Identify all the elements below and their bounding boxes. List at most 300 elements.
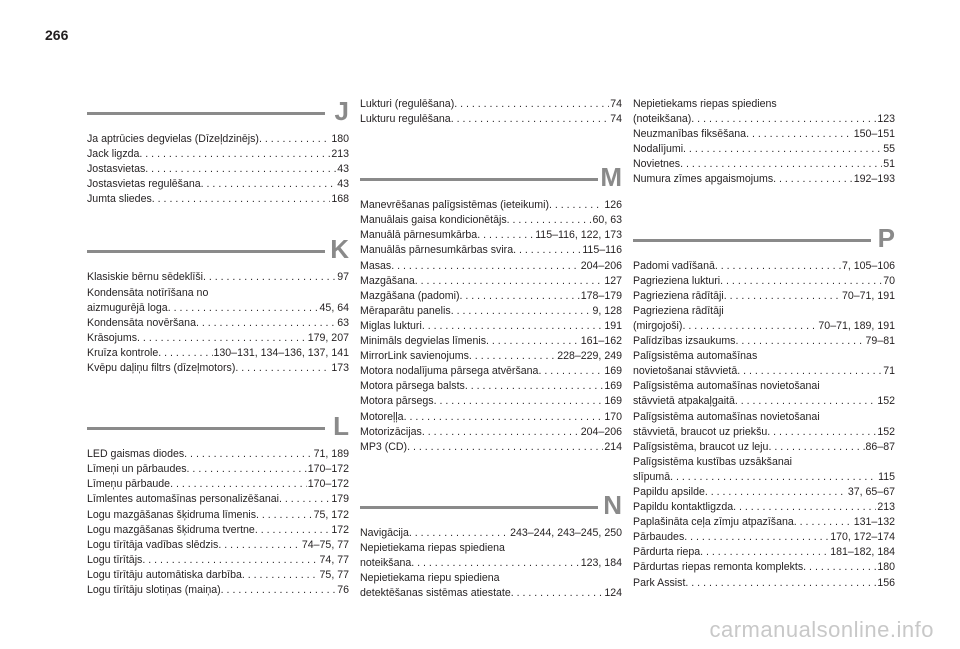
section-letter-header	[360, 162, 622, 198]
index-entry	[87, 492, 349, 507]
index-entry	[360, 304, 622, 319]
index-entry-term: LED gaismas diodes	[87, 448, 185, 461]
index-entry-term: Neuzmanības fiksēšana	[633, 128, 747, 141]
index-entry-leader-dots	[715, 259, 841, 274]
index-entry	[633, 410, 895, 425]
section-letter-header	[633, 222, 895, 259]
index-entry-term: Motoreļļa	[360, 410, 404, 423]
index-entry-term: Navigācija	[360, 526, 409, 539]
index-entry-leader-dots	[170, 477, 307, 492]
index-entry-page-ref: 179, 207	[307, 331, 349, 344]
index-entry-page-ref: 181–182, 184	[830, 546, 895, 559]
section-letter: L	[333, 411, 349, 442]
index-entry	[633, 545, 895, 560]
index-entry-leader-dots	[735, 394, 876, 409]
index-entry-term: Logu mazgāšanas šķidruma līmenis	[87, 508, 256, 521]
index-entry-leader-dots	[737, 364, 882, 379]
index-entry-term: Jumta sliedes	[87, 193, 152, 206]
index-entry	[633, 172, 895, 187]
index-entry-leader-dots	[691, 112, 876, 127]
index-section-j	[87, 96, 349, 207]
index-entry-term: Kvēpu daļiņu filtrs (dīzeļmotors)	[87, 362, 236, 375]
index-entry-term: Pārdurtas riepas remonta komplekts	[633, 561, 804, 574]
index-entry-leader-dots	[773, 172, 853, 187]
index-entry	[633, 500, 895, 515]
index-entry	[633, 364, 895, 379]
index-entry-term: Jostasvietas	[87, 163, 146, 176]
index-entry-term: Līmlentes automašīnas personalizēšanai	[87, 493, 279, 506]
index-entry-term: Logu tīrītāju automātiska darbība	[87, 568, 242, 581]
index-entry-leader-dots	[407, 440, 603, 455]
index-entry-leader-dots	[411, 556, 580, 571]
index-entry-leader-dots	[142, 553, 318, 568]
index-entry-term: Kondensāta novēršana	[87, 316, 196, 329]
index-entry-page-ref: 179	[331, 493, 349, 506]
index-entry-page-ref: 161–162	[580, 335, 622, 348]
section-divider-rule	[360, 506, 598, 509]
index-entry-page-ref: 43	[337, 178, 349, 191]
index-entry-page-ref: 170–172	[307, 463, 349, 476]
section-letter: K	[330, 234, 349, 265]
index-entry	[360, 259, 622, 274]
index-entry-term: Miglas lukturi	[360, 319, 422, 332]
index-entry	[87, 331, 349, 346]
index-entry-leader-dots	[720, 274, 882, 289]
index-entry-term: Palīgsistēma automašīnas	[633, 350, 758, 363]
index-entry-leader-dots	[221, 583, 337, 598]
index-entry-page-ref: 74	[610, 113, 622, 126]
index-entry	[633, 289, 895, 304]
index-entry	[87, 162, 349, 177]
index-entry-term: Kondensāta notīrīšana no	[87, 286, 209, 299]
index-entry-page-ref: 214	[604, 440, 622, 453]
index-entry	[360, 97, 622, 112]
index-entry-page-ref: 192–193	[853, 173, 895, 186]
index-entry-leader-dots	[451, 304, 592, 319]
index-entry	[633, 274, 895, 289]
index-entry-page-ref: 169	[604, 395, 622, 408]
index-entry	[87, 192, 349, 207]
index-entry-page-ref: 243–244, 243–245, 250	[510, 526, 622, 539]
index-entry-page-ref: 70–71, 191	[841, 289, 895, 302]
index-entry-page-ref: 191	[604, 319, 622, 332]
index-entry-term: Ja aptrūcies degvielas (Dīzeļdzinējs)	[87, 133, 259, 145]
index-entry-page-ref: 45, 64	[319, 301, 349, 314]
index-entry-leader-dots	[767, 425, 876, 440]
index-entry-term: Līmeņi un pārbaudes	[87, 463, 187, 476]
index-entry	[633, 455, 895, 470]
index-entry	[87, 523, 349, 538]
section-letter: N	[603, 489, 622, 520]
index-entry-term: Nepietiekama riepas spiediena	[360, 541, 505, 554]
index-entry	[360, 198, 622, 213]
index-entry-page-ref: 204–206	[580, 425, 622, 438]
index-entry-page-ref: 7, 105–106	[841, 259, 895, 272]
index-entry-list	[87, 132, 349, 207]
index-entry	[633, 142, 895, 157]
index-entry-term: Lukturi (regulēšana)	[360, 98, 455, 110]
index-entry-page-ref: 169	[604, 380, 622, 393]
index-entry-page-ref: 79–81	[865, 335, 895, 348]
index-entry-term: Palīgsistēma, braucot uz leju	[633, 440, 769, 453]
index-entry-term: stāvvietā, braucot uz priekšu	[633, 425, 768, 438]
index-entry-page-ref: 228–229, 249	[557, 350, 622, 363]
index-entry-page-ref: 156	[877, 576, 895, 589]
index-entry-list	[87, 447, 349, 598]
index-entry	[360, 556, 622, 571]
index-entry-page-ref: 75, 77	[319, 568, 349, 581]
index-entry-leader-dots	[670, 470, 877, 485]
index-entry-page-ref: 115–116, 122, 173	[535, 229, 622, 242]
index-entry-leader-dots	[465, 379, 603, 394]
index-entry-term: novietošanai stāvvietā	[633, 365, 738, 378]
index-entry	[633, 97, 895, 112]
section-letter-header	[87, 234, 349, 270]
index-entry-page-ref: 71, 189	[313, 448, 349, 461]
index-entry-term: Motora pārsega balsts	[360, 380, 465, 393]
index-entry-page-ref: 63	[337, 316, 349, 329]
index-entry-term: Logu tīrītāja vadības slēdzis	[87, 538, 219, 551]
index-entry-term: Kruīza kontrole	[87, 346, 159, 359]
index-entry-page-ref: 74	[610, 98, 622, 110]
index-entry-term: Padomi vadīšanā	[633, 259, 715, 272]
index-entry	[87, 508, 349, 523]
index-entry-page-ref: 71	[883, 365, 895, 378]
index-entry-page-ref: 115–116	[582, 244, 622, 257]
index-entry-term: stāvvietā atpakaļgaitā	[633, 395, 735, 408]
index-entry-term: Mazgāšana	[360, 274, 415, 287]
index-entry-term: Manuālās pārnesumkārbas svira	[360, 244, 514, 257]
section-letter-header	[87, 96, 349, 132]
index-entry-page-ref: 123	[877, 113, 895, 126]
index-entry-term: Nepietiekams riepas spiediens	[633, 98, 777, 110]
index-entry-term: MP3 (CD)	[360, 440, 408, 453]
index-entry-page-ref: 115	[878, 470, 895, 483]
index-entry-leader-dots	[733, 500, 876, 515]
index-entry-page-ref: 168	[331, 193, 349, 206]
index-entry	[633, 349, 895, 364]
index-entry-leader-dots	[803, 560, 876, 575]
index-entry-leader-dots	[256, 508, 313, 523]
index-entry-page-ref: 74–75, 77	[301, 538, 349, 551]
index-entry-page-ref: 70–71, 189, 191	[818, 319, 895, 332]
index-entry	[633, 560, 895, 575]
index-entry-leader-dots	[139, 147, 330, 162]
index-entry	[360, 379, 622, 394]
index-entry-page-ref: 51	[883, 158, 895, 171]
index-entry-leader-dots	[735, 334, 864, 349]
index-entry	[360, 228, 622, 243]
index-entry-page-ref: 131–132	[853, 516, 895, 529]
index-entry	[633, 304, 895, 319]
index-entry-leader-dots	[168, 301, 319, 316]
index-entry-term: noteikšana	[360, 556, 412, 569]
index-entry	[360, 319, 622, 334]
index-entry-page-ref: 213	[331, 148, 349, 161]
index-entry	[633, 485, 895, 500]
index-entry	[87, 462, 349, 477]
index-entry	[360, 349, 622, 364]
index-entry-leader-dots	[259, 132, 330, 147]
index-entry-leader-dots	[513, 243, 581, 258]
index-entry-leader-dots	[404, 410, 604, 425]
index-entry-leader-dots	[538, 364, 603, 379]
section-letter: P	[877, 222, 895, 253]
index-entry-leader-dots	[685, 576, 876, 591]
index-entry	[633, 379, 895, 394]
section-letter: M	[600, 162, 622, 193]
index-entry	[360, 394, 622, 409]
index-entry-leader-dots	[768, 440, 864, 455]
index-section-k	[87, 234, 349, 376]
index-column-1	[87, 96, 349, 598]
index-entry-term: Nepietiekama riepu spiediena	[360, 572, 500, 585]
index-entry-list	[360, 198, 622, 455]
index-entry	[87, 538, 349, 553]
index-entry-term: aizmugurējā loga	[87, 301, 168, 314]
index-entry-term: detektēšanas sistēmas atiestate	[360, 587, 511, 600]
index-entry-term: Palīgsistēma automašīnas novietošanai	[633, 380, 820, 393]
index-entry	[360, 526, 622, 541]
index-entry-term: Līmeņu pārbaude	[87, 478, 171, 491]
index-column-3	[633, 97, 895, 591]
index-entry-leader-dots	[680, 157, 882, 172]
index-entry	[87, 316, 349, 331]
index-entry-term: Klasiskie bērnu sēdeklīši	[87, 271, 203, 284]
index-entry-term: Park Assist	[633, 576, 686, 589]
index-entry-term: (noteikšana)	[633, 113, 692, 126]
index-entry-leader-dots	[218, 538, 301, 553]
index-entry	[87, 270, 349, 285]
index-entry	[87, 447, 349, 462]
index-entry-leader-dots	[196, 316, 336, 331]
section-letter: J	[334, 96, 349, 126]
index-entry	[87, 286, 349, 301]
index-entry-page-ref: 170–172	[307, 478, 349, 491]
index-entry-list	[87, 270, 349, 376]
index-entry-list	[360, 526, 622, 601]
section-divider-rule	[360, 178, 598, 181]
index-entry	[633, 259, 895, 274]
index-entry-page-ref: 43	[337, 163, 349, 176]
index-entry	[633, 394, 895, 409]
index-entry-term: Krāsojums	[87, 331, 138, 344]
index-entry-term: Manuālais gaisa kondicionētājs	[360, 214, 507, 227]
index-entry-page-ref: 86–87	[865, 440, 895, 453]
index-entry-leader-dots	[255, 523, 330, 538]
index-entry	[87, 177, 349, 192]
index-entry-page-ref: 60, 63	[592, 214, 622, 227]
index-entry-leader-dots	[434, 394, 604, 409]
index-entry-leader-dots	[409, 526, 509, 541]
index-entry	[360, 289, 622, 304]
index-entry	[360, 541, 622, 556]
index-entry-term: Palīgsistēma kustības uzsākšanai	[633, 455, 792, 468]
index-entry-leader-dots	[158, 346, 212, 361]
index-entry-term: (mirgojoši)	[633, 319, 683, 332]
index-entry-page-ref: 150–151	[853, 128, 895, 141]
index-entry-term: Motora pārsegs	[360, 395, 434, 408]
index-entry-leader-dots	[700, 545, 829, 560]
index-entry	[633, 319, 895, 334]
index-entry	[360, 334, 622, 349]
index-section-p	[633, 222, 895, 591]
section-divider-rule	[633, 239, 871, 242]
index-entry	[360, 274, 622, 289]
index-entry-leader-dots	[705, 485, 847, 500]
index-entry-term: Numura zīmes apgaismojums	[633, 173, 774, 186]
index-entry	[633, 470, 895, 485]
index-entry-page-ref: 180	[331, 133, 349, 145]
index-entry-leader-dots	[184, 447, 312, 462]
index-entry-page-ref: 124	[604, 587, 622, 600]
index-entry-page-ref: 70	[883, 274, 895, 287]
index-entry-page-ref: 152	[877, 425, 895, 438]
index-entry-term: Pagrieziena rādītāji	[633, 289, 724, 302]
index-entry-term: Logu tīrītājs	[87, 553, 143, 566]
index-section-n	[360, 489, 622, 601]
index-entry	[360, 440, 622, 455]
index-entry-term: Motora nodalījuma pārsega atvēršana	[360, 365, 539, 378]
index-entry	[633, 157, 895, 172]
index-entry-leader-dots	[145, 162, 336, 177]
index-entry-term: Minimāls degvielas līmenis	[360, 335, 486, 348]
index-entry-term: Nodalījumi	[633, 143, 684, 156]
index-entry-page-ref: 76	[337, 583, 349, 596]
index-entry-page-ref: 213	[877, 501, 895, 514]
index-entry-leader-dots	[507, 213, 592, 228]
index-entry	[87, 553, 349, 568]
index-entry-page-ref: 75, 172	[313, 508, 349, 521]
index-entry	[87, 568, 349, 583]
index-entry-page-ref: 152	[877, 395, 895, 408]
index-entry-page-ref: 172	[331, 523, 349, 536]
page-number: 266	[45, 27, 69, 43]
index-section-l-cont	[360, 97, 622, 127]
section-divider-rule	[87, 112, 325, 115]
index-entry-leader-dots	[486, 334, 580, 349]
section-divider-rule	[87, 427, 325, 430]
index-entry-leader-dots	[724, 289, 841, 304]
index-entry-term: Lukturu regulēšana	[360, 113, 451, 126]
index-entry-term: slīpumā	[633, 470, 671, 483]
index-entry-page-ref: 9, 128	[592, 304, 622, 317]
index-section-l	[87, 411, 349, 598]
index-entry-page-ref: 123, 184	[580, 556, 622, 569]
index-entry	[87, 361, 349, 376]
index-entry-leader-dots	[477, 228, 534, 243]
index-entry-leader-dots	[684, 530, 829, 545]
index-entry-term: Logu tīrītāju slotiņas (maiņa)	[87, 583, 221, 596]
index-entry-leader-dots	[152, 192, 331, 207]
index-entry-term: Palīdzības izsaukums	[633, 335, 736, 348]
index-entry-list	[633, 259, 895, 591]
index-entry-page-ref: 55	[883, 143, 895, 156]
index-entry-term: Masas	[360, 259, 392, 272]
index-entry-page-ref: 74, 77	[319, 553, 349, 566]
index-entry-term: Papildu kontaktligzda	[633, 501, 734, 514]
index-entry-term: Paplašināta ceļa zīmju atpazīšana	[633, 516, 794, 529]
section-letter-header	[360, 489, 622, 526]
index-entry	[633, 127, 895, 142]
index-entry	[633, 440, 895, 455]
index-entry-leader-dots	[279, 492, 330, 507]
index-entry	[87, 301, 349, 316]
index-entry-term: Pārdurta riepa	[633, 546, 701, 559]
index-entry-leader-dots	[201, 177, 337, 192]
index-entry-leader-dots	[469, 349, 556, 364]
index-entry	[633, 112, 895, 127]
index-entry-page-ref: 37, 65–67	[847, 485, 895, 498]
section-letter-header	[87, 411, 349, 447]
index-entry-page-ref: 127	[604, 274, 622, 287]
index-column-2	[360, 97, 622, 601]
index-entry	[360, 243, 622, 258]
index-entry-term: Manuālā pārnesumkārba	[360, 229, 478, 242]
index-entry-term: Logu mazgāšanas šķidruma tvertne	[87, 523, 255, 536]
index-entry-term: Pagrieziena rādītāji	[633, 304, 724, 317]
index-entry-term: Pārbaudes	[633, 531, 685, 544]
index-section-n-cont	[633, 97, 895, 188]
index-entry	[87, 147, 349, 162]
index-entry-leader-dots	[203, 270, 336, 285]
index-entry-term: Pagrieziena lukturi	[633, 274, 721, 287]
index-entry-leader-dots	[422, 319, 603, 334]
index-entry-list	[360, 97, 622, 127]
index-entry	[633, 425, 895, 440]
section-divider-rule	[87, 250, 325, 253]
index-entry-page-ref: 170	[604, 410, 622, 423]
index-entry	[87, 132, 349, 147]
index-entry	[87, 346, 349, 361]
index-entry-leader-dots	[242, 568, 319, 583]
index-entry	[360, 112, 622, 127]
index-entry-page-ref: 204–206	[580, 259, 622, 272]
index-entry	[633, 334, 895, 349]
index-entry	[360, 586, 622, 601]
index-entry-page-ref: 178–179	[580, 289, 622, 302]
index-entry	[360, 364, 622, 379]
index-entry-leader-dots	[454, 97, 609, 112]
index-entry-term: Mazgāšana (padomi)	[360, 289, 460, 302]
index-entry	[360, 213, 622, 228]
index-entry-leader-dots	[549, 198, 603, 213]
index-entry-page-ref: 126	[604, 199, 622, 212]
index-entry-term: Palīgsistēma automašīnas novietošanai	[633, 410, 820, 423]
index-entry-leader-dots	[746, 127, 853, 142]
index-entry-page-ref: 169	[604, 365, 622, 378]
index-entry-leader-dots	[137, 331, 307, 346]
index-entry-leader-dots	[511, 586, 604, 601]
index-entry-leader-dots	[422, 425, 580, 440]
index-entry-leader-dots	[451, 112, 610, 127]
index-entry	[87, 583, 349, 598]
index-entry-list	[633, 97, 895, 188]
index-entry-page-ref: 130–131, 134–136, 137, 141	[213, 346, 349, 359]
index-entry-term: MirrorLink savienojums	[360, 350, 469, 363]
index-entry-leader-dots	[415, 274, 604, 289]
index-entry-page-ref: 173	[331, 362, 349, 375]
index-entry-leader-dots	[794, 515, 853, 530]
index-entry-term: Motorizācijas	[360, 425, 422, 438]
index-entry-leader-dots	[682, 319, 817, 334]
index-entry	[360, 410, 622, 425]
index-entry-leader-dots	[391, 259, 580, 274]
index-entry-leader-dots	[683, 142, 882, 157]
index-entry-term: Jostasvietas regulēšana	[87, 178, 201, 191]
index-entry-leader-dots	[460, 289, 580, 304]
index-entry-leader-dots	[235, 361, 330, 376]
